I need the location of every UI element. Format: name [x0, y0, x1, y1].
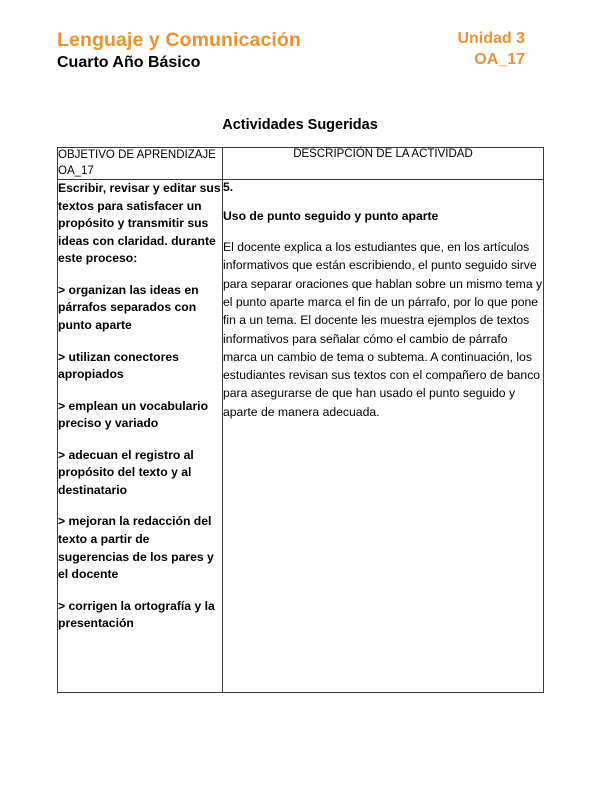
activity-subtitle: Uso de punto seguido y punto aparte — [223, 209, 439, 224]
header-right-group — [457, 30, 525, 69]
objective-bullet: > emplean un vocabulario preciso y variado — [58, 398, 209, 431]
unit-label: Unidad 3 — [457, 30, 525, 47]
oa-code-label: OA_17 — [474, 50, 525, 68]
subject-title: Lenguaje y Comunicación — [57, 29, 301, 51]
column-header-description: DESCRIPCIÓN DE LA ACTIVIDAD — [223, 148, 544, 180]
document-header — [57, 30, 525, 72]
objective-bullet: > adecuan el registro al propósito del texto y al destinatario — [58, 447, 194, 497]
objective-bullet: > mejoran la redacción del texto a partir de sugerencias de los pares y el docente — [58, 514, 214, 582]
column-header-objective: OBJETIVO DE APRENDIZAJE OA_17 — [58, 148, 223, 180]
header-left-group — [57, 30, 301, 72]
objective-bullet: > utilizan conectores apropiados — [58, 349, 179, 382]
page-title: Actividades Sugeridas — [222, 117, 378, 133]
table-row — [58, 180, 544, 693]
grade-level-label: Cuarto Año Básico — [57, 53, 201, 71]
objective-bullet: > organizan las ideas en párrafos separados con punto aparte — [58, 282, 199, 332]
activity-body-text: El docente explica a los estudiantes que, en los artículos informativos que están escribiendo, el punto seguido sirve para separar oraciones que hablan sobre un mismo tema y el punto aparte marca el fin de un párrafo, por lo que pone fin a un tema. El docente les muestra ejemplos de textos informativos para señalar cómo el cambio de párrafo marca un cambio de tema o subtema. A continuación, los estudiantes revisan sus textos con el compañero de banco para asegurarse de que han usado el punto seguido y aparte de manera adecuada. — [223, 240, 543, 419]
activities-table — [57, 147, 544, 693]
objective-statement: Escribir, revisar y editar sus textos para satisfacer un propósito y transmitir sus ideas con claridad. durante este proceso: — [58, 181, 221, 266]
objective-bullet: > corrigen la ortografía y la presentación — [58, 598, 215, 631]
table-header-row — [58, 148, 544, 180]
activity-description-cell — [223, 180, 544, 693]
activity-number: 5. — [223, 180, 234, 195]
objective-cell — [58, 180, 223, 693]
